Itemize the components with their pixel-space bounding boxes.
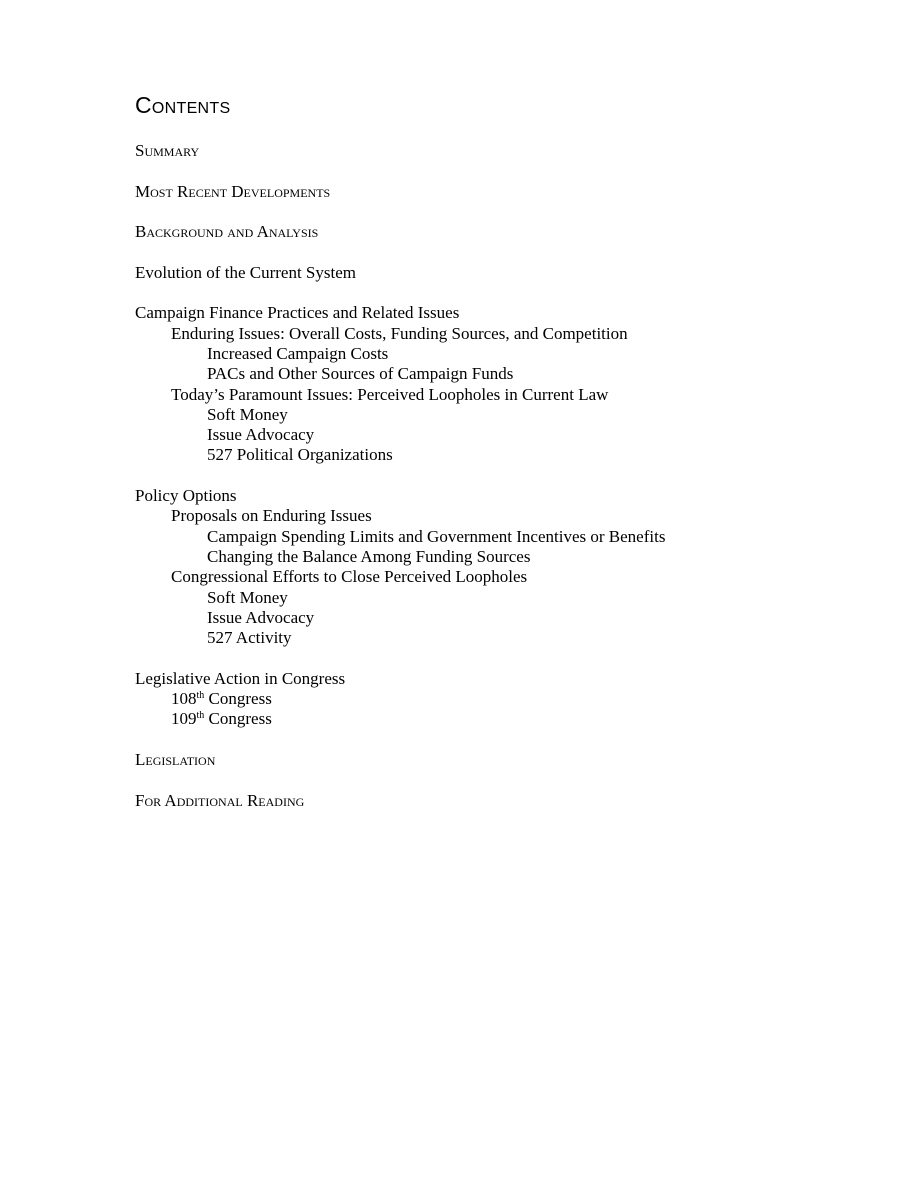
congress-label: Congress — [204, 689, 272, 709]
congress-number: 108 — [171, 689, 197, 709]
toc-entry-campaign-finance-practices[interactable]: Campaign Finance Practices and Related Issues — [135, 303, 460, 323]
ordinal-suffix: th — [196, 690, 205, 702]
toc-entry-background-and-analysis[interactable]: Background and Analysis — [135, 222, 319, 242]
toc-entry-increased-campaign-costs[interactable]: Increased Campaign Costs — [207, 343, 389, 363]
toc-spacer — [135, 202, 835, 222]
toc-entry-soft-money[interactable]: Soft Money — [207, 404, 288, 424]
toc-entry-enduring-issues[interactable]: Enduring Issues: Overall Costs, Funding Sources, and Competition — [171, 323, 628, 343]
toc-entry-spending-limits[interactable]: Campaign Spending Limits and Government Incentives or Benefits — [207, 526, 666, 546]
page-title: Contents — [135, 92, 231, 118]
ordinal-suffix: th — [196, 710, 205, 722]
toc-spacer — [135, 770, 835, 790]
toc-spacer — [135, 161, 835, 181]
toc-entry-additional-reading[interactable]: For Additional Reading — [135, 790, 305, 810]
toc-spacer — [135, 648, 835, 668]
toc-entry-proposals-enduring-issues[interactable]: Proposals on Enduring Issues — [171, 506, 372, 526]
toc-entry-congressional-efforts[interactable]: Congressional Efforts to Close Perceived Loopholes — [171, 567, 528, 587]
toc-entry-paramount-issues[interactable]: Today’s Paramount Issues: Perceived Loopholes in Current Law — [171, 384, 609, 404]
toc-entry-soft-money-policy[interactable]: Soft Money — [207, 587, 288, 607]
toc-entry-legislation[interactable]: Legislation — [135, 749, 216, 769]
toc-entry-108th-congress[interactable] — [135, 689, 835, 709]
toc-entry-summary[interactable]: Summary — [135, 141, 200, 160]
toc-entry-most-recent-developments[interactable]: Most Recent Developments — [135, 181, 331, 201]
toc-entry-evolution[interactable]: Evolution of the Current System — [135, 262, 356, 282]
toc-entry-legislative-action[interactable]: Legislative Action in Congress — [135, 668, 346, 688]
table-of-contents — [135, 141, 835, 811]
toc-entry-pacs[interactable]: PACs and Other Sources of Campaign Funds — [207, 364, 514, 384]
toc-spacer — [135, 283, 835, 303]
congress-label: Congress — [204, 709, 272, 729]
toc-entry-issue-advocacy[interactable]: Issue Advocacy — [207, 425, 315, 445]
toc-entry-527-political-organizations[interactable]: 527 Political Organizations — [207, 445, 393, 465]
toc-entry-policy-options[interactable]: Policy Options — [135, 486, 237, 506]
congress-number: 109 — [171, 709, 197, 729]
toc-entry-issue-advocacy-policy[interactable]: Issue Advocacy — [207, 607, 315, 627]
toc-entry-changing-balance[interactable]: Changing the Balance Among Funding Sources — [207, 546, 531, 566]
toc-spacer — [135, 242, 835, 262]
toc-spacer — [135, 730, 835, 750]
toc-spacer — [135, 466, 835, 486]
toc-entry-527-activity[interactable]: 527 Activity — [207, 628, 292, 648]
toc-entry-109th-congress[interactable] — [135, 709, 835, 729]
